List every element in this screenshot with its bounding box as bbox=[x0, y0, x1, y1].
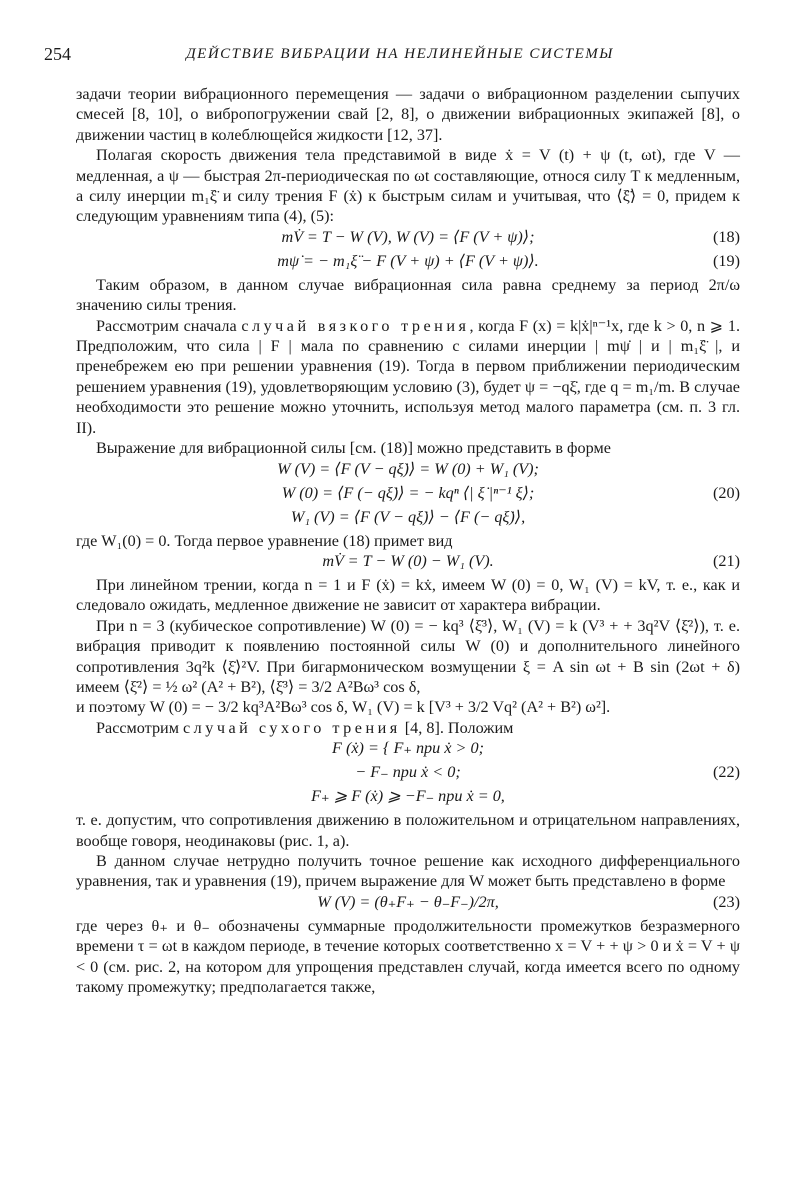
paragraph bbox=[76, 575, 740, 616]
equation bbox=[76, 786, 740, 810]
equation-text: W₁ (V) = ⟨F (V − qξ̇)⟩ − ⟨F (− qξ̇)⟩, bbox=[290, 507, 526, 526]
paragraph-prefix: Рассмотрим сначала bbox=[96, 316, 242, 335]
page-number: 254 bbox=[44, 44, 71, 64]
equation-text: W (0) = ⟨F (− qξ̇)⟩ = − kqⁿ ⟨| ξ̇ |ⁿ⁻¹ ξ̇⟩; bbox=[281, 483, 535, 502]
equation bbox=[76, 227, 740, 251]
equation bbox=[76, 762, 740, 786]
paragraph bbox=[76, 275, 740, 316]
spaced-emphasis: случай вязкого трения bbox=[241, 316, 470, 335]
equation-text: W (V) = ⟨F (V − qξ̇)⟩ = W (0) + W₁ (V); bbox=[277, 459, 539, 478]
equation-number: (22) bbox=[713, 763, 740, 782]
paragraph bbox=[76, 616, 740, 698]
equation-text: W (V) = (θ₊F₊ − θ₋F₋)/2π, bbox=[317, 892, 499, 911]
paragraph-text: и поэтому W (0) = − 3/2 kq³A²Bω³ cos δ, W₁ (V) = k [V³ + 3/2 Vq² (A² + B²) ω²]. bbox=[76, 698, 611, 717]
equation bbox=[76, 251, 740, 275]
equation-number: (19) bbox=[713, 251, 740, 270]
equation bbox=[76, 459, 740, 483]
paragraph-text: Таким образом, в данном случае вибрационная сила равна среднему за период 2π/ω значению силы трения. bbox=[76, 275, 740, 315]
page-body bbox=[76, 84, 740, 997]
equation-number: (18) bbox=[713, 227, 740, 246]
equation bbox=[76, 892, 740, 916]
page-header bbox=[44, 44, 756, 68]
paragraph bbox=[76, 851, 740, 892]
spaced-emphasis: случай сухого трения bbox=[183, 718, 401, 737]
equation bbox=[76, 507, 740, 531]
paragraph bbox=[76, 916, 740, 998]
paragraph bbox=[76, 697, 740, 717]
paragraph-text: т. е. допустим, что сопротивления движению в положительном и отрицательном направлениях, вообще говоря, неодинаковы (рис. 1, а). bbox=[76, 811, 740, 850]
equation-number: (20) bbox=[713, 483, 740, 502]
paragraph-prefix: Рассмотрим bbox=[96, 718, 183, 737]
paragraph-text: задачи теории вибрационного перемещения — задачи о вибрационном разделении сыпучих смесей [8, 10], о вибропогружении свай [2, 8], о движении вибрационных экипажей [8], о движении частиц в колеблющейся жидкости [12, 37]. bbox=[76, 85, 740, 144]
paragraph-text: При линейном трении, когда n = 1 и F (ẋ) = kẋ, имеем W (0) = 0, W₁ (V) = kV, т. е., как и следовало ожидать, медленное движение не зависит от характера вибрации. bbox=[76, 575, 740, 615]
equation-text: mψ̇ = − m₁ξ̈ − F (V + ψ) + ⟨F (V + ψ)⟩. bbox=[277, 251, 539, 270]
paragraph bbox=[76, 718, 740, 738]
paragraph-text: Полагая скорость движения тела представимой в виде ẋ = V (t) + ψ (t, ωt), где V — медленная, а ψ — быстрая 2π-периодическая по ωt составляющие, относя силу T к медленным, а силу инерции m₁ξ̈ и силу трения F (ẋ) к быстрым силам и учитывая, что ⟨ξ̈⟩ = 0, придем к следующим уравнениям типа (4), (5): bbox=[76, 146, 740, 226]
paragraph bbox=[76, 810, 740, 851]
equation-number: (23) bbox=[713, 892, 740, 911]
paragraph-text: , когда F (x) = k|ẋ|ⁿ⁻¹x, где k > 0, n ⩾ 1. Предположим, что сила | F | мала по сравнению с силами инерции | mψ̇ | и | m₁ξ̈ |, и пренебрежем ею при решении уравнения (19). Тогда в первом приближении периодическим решением уравнения (19), удовлетворяющим условию (3), будет ψ = −qξ̇, где q = m₁/m. В случае необходимости это решение можно уточнить, используя метод малого параметра (см. п. 3 гл. II). bbox=[76, 316, 740, 437]
paragraph bbox=[76, 316, 740, 438]
equation-text: mV̇ = T − W (0) − W₁ (V). bbox=[322, 551, 494, 570]
equation bbox=[76, 551, 740, 575]
equation-text: F (ẋ) = { F₊ при ẋ > 0; bbox=[332, 739, 484, 758]
equation-text: mV̇ = T − W (V), W (V) = ⟨F (V + ψ)⟩; bbox=[281, 227, 535, 246]
paragraph bbox=[76, 145, 740, 227]
paragraph bbox=[76, 531, 740, 551]
running-title: ДЕЙСТВИЕ ВИБРАЦИИ НА НЕЛИНЕЙНЫЕ СИСТЕМЫ bbox=[186, 46, 614, 62]
paragraph-text: где W₁(0) = 0. Тогда первое уравнение (18) примет вид bbox=[76, 531, 453, 550]
paragraph bbox=[76, 84, 740, 145]
equation-number: (21) bbox=[713, 551, 740, 570]
paragraph-text: [4, 8]. Положим bbox=[400, 718, 514, 737]
equation bbox=[76, 738, 740, 762]
equation bbox=[76, 483, 740, 507]
equation-text: − F₋ при ẋ < 0; bbox=[355, 763, 461, 782]
equation-text: F₊ ⩾ F (ẋ) ⩾ −F₋ при ẋ = 0, bbox=[311, 787, 505, 806]
paragraph bbox=[76, 438, 740, 458]
paragraph-text: Выражение для вибрационной силы [см. (18)] можно представить в форме bbox=[96, 439, 611, 458]
paragraph-text: При n = 3 (кубическое сопротивление) W (0) = − kq³ ⟨ξ̇³⟩, W₁ (V) = k (V³ + + 3q²V ⟨ξ̇²⟩), т. е. вибрация приводит к появлению постоянной силы W (0) и дополнительного линейного сопротивления 3q²k ⟨ξ̇⟩²V. При бигармоническом возмущении ξ = A sin ωt + B sin (2ωt + δ) имеем ⟨ξ̇²⟩ = ½ ω² (A² + B²), ⟨ξ̇³⟩ = 3/2 A²Bω³ cos δ, bbox=[76, 616, 740, 696]
paragraph-text: В данном случае нетрудно получить точное решение как исходного дифференциального уравнения, так и уравнения (19), причем выражение для W может быть представлено в форме bbox=[76, 851, 740, 891]
paragraph-text: где через θ₊ и θ₋ обозначены суммарные продолжительности промежутков безразмерного времени τ = ωt в каждом периоде, в течение которых соответственно x = V + + ψ > 0 и ẋ = V + ψ < 0 (см. рис. 2, на котором для упрощения представлен случай, когда имеется всего по одному такому промежутку; предполагается также, bbox=[76, 916, 740, 996]
